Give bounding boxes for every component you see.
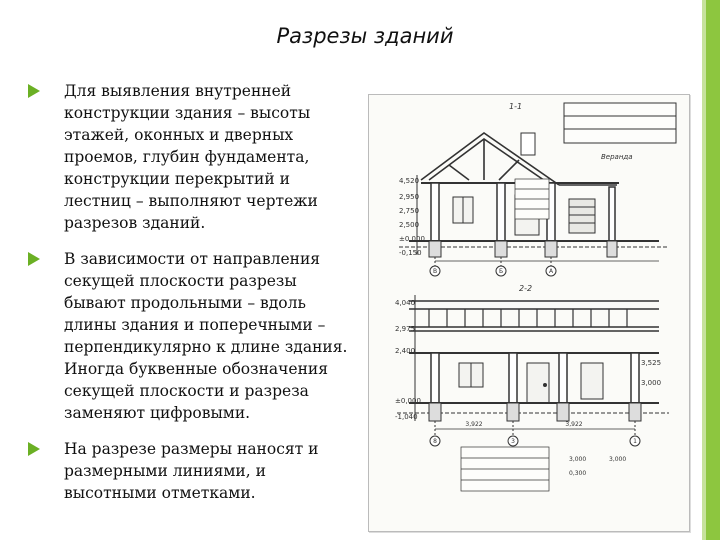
svg-text:2,975: 2,975 [395,325,416,333]
bullet-item-1 [28,80,358,234]
left-dims-2 [395,299,421,421]
svg-text:2,400: 2,400 [395,347,416,355]
legend-box-2 [461,447,549,491]
misc-dims [569,456,626,477]
svg-text:А: А [548,268,554,275]
svg-text:3,922: 3,922 [565,421,583,428]
axis-labels-2 [433,438,637,445]
drawing-svg [369,95,689,531]
svg-text:8: 8 [433,438,437,445]
axis-markers-2 [430,421,640,446]
annotation-boxes-1 [515,179,549,219]
svg-text:3,000: 3,000 [609,456,627,463]
section-2-label: 2-2 [519,284,533,293]
chimney [521,133,535,155]
bullet-item-2 [28,248,358,424]
foundations-1 [429,241,617,257]
svg-text:3: 3 [511,438,515,445]
building-section-drawing [368,94,690,532]
svg-text:В: В [432,268,438,275]
bullet-text-2: В зависимости от направления секущей плоскости разрезы бывают продольными – вдоль длины здания и поперечными – перпендикулярно к длине здания. Иногда буквенные обозначения секущей плоскости и разреза заменяют цифровыми. [64,250,348,422]
svg-text:±0,000: ±0,000 [395,397,421,405]
veranda-label: Веранда [601,153,633,161]
rafters-2 [429,309,627,327]
axis-labels-1 [433,268,554,275]
svg-text:Б: Б [498,268,504,275]
bullet-text-1: Для выявления внутренней конструкции здания – высоты этажей, оконных и дверных проемов, глубин фундамента, конструкции перекрытий и лестниц – выполняют чертежи разрезов зданий. [64,82,318,232]
foundations-2 [429,403,641,421]
svg-text:2,500: 2,500 [399,221,420,229]
svg-text:3,000: 3,000 [641,379,662,387]
svg-text:0,300: 0,300 [569,470,587,477]
svg-text:4,520: 4,520 [399,177,420,185]
legend-box-1 [564,103,676,143]
bottom-dims-2 [465,421,582,428]
openings-2 [459,363,603,403]
bullet-item-3 [28,438,358,504]
bullet-arrow-icon [28,252,40,266]
svg-text:3,922: 3,922 [465,421,483,428]
bullet-list [28,80,358,504]
axis-markers-1 [430,257,556,276]
slide-title: Разрезы зданий [276,24,454,48]
bullet-arrow-icon [28,84,40,98]
svg-text:4,040: 4,040 [395,299,416,307]
svg-text:-1,040: -1,040 [395,413,418,421]
bullet-text-3: На разрезе размеры наносят и размерными линиями, и высотными отметками. [64,440,319,502]
svg-text:1: 1 [633,438,637,445]
svg-text:3,525: 3,525 [641,359,662,367]
svg-text:-0,150: -0,150 [399,249,422,257]
svg-text:2,750: 2,750 [399,207,420,215]
left-dims-1 [399,177,425,257]
section-1-label: 1-1 [509,102,523,111]
right-dims-2 [641,359,661,387]
svg-text:2,950: 2,950 [399,193,420,201]
svg-text:3,000: 3,000 [569,456,587,463]
svg-text:±0,000: ±0,000 [399,235,425,243]
side-accent-bar [706,0,720,540]
bullet-arrow-icon [28,442,40,456]
